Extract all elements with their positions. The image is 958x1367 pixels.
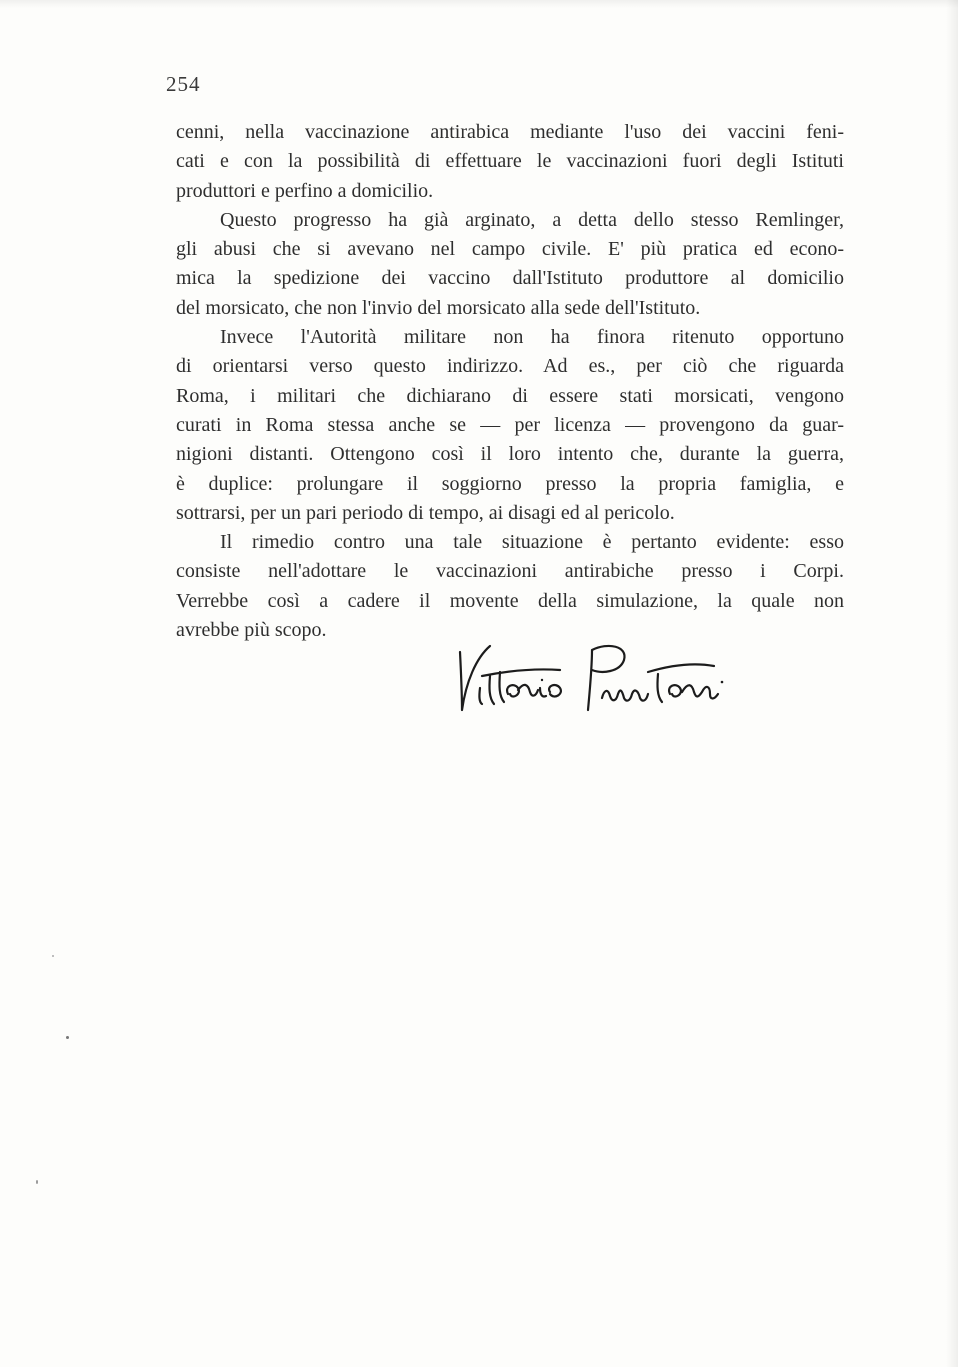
paragraph-3-line-5: nigioni distanti. Ottengono così il loro intento che, durante la guerra, bbox=[176, 443, 844, 466]
paragraph-3-line-1: Invece l'Autorità militare non ha finora ritenuto opportuno bbox=[220, 326, 844, 349]
paragraph-4-line-3: Verrebbe così a cadere il movente della simulazione, la quale non bbox=[176, 589, 844, 612]
paragraph-4-line-2: consiste nell'adottare le vaccinazioni antirabiche presso i Corpi. bbox=[176, 560, 844, 583]
paragraph-2-line-2: gli abusi che si avevano nel campo civile. E' più pratica ed econo- bbox=[176, 238, 844, 261]
paragraph-1-line-1: cenni, nella vaccinazione antirabica mediante l'uso dei vaccini feni- bbox=[176, 121, 844, 143]
scan-speck bbox=[36, 1180, 38, 1184]
paragraph-3-line-4: curati in Roma stessa anche se — per licenza — provengono da guar- bbox=[176, 413, 844, 436]
paragraph-2-line-4: del morsicato, che non l'invio del morsicato alla sede dell'Istituto. bbox=[176, 296, 701, 319]
paragraph-1-line-3: produttori e perfino a domicilio. bbox=[176, 179, 434, 202]
body-text bbox=[176, 118, 844, 645]
page-number: 254 bbox=[166, 72, 201, 96]
paragraph-3-line-7: sottrarsi, per un pari periodo di tempo, ai disagi ed al pericolo. bbox=[176, 501, 675, 524]
scan-speck bbox=[66, 1036, 69, 1039]
paragraph-4-line-4: avrebbe più scopo. bbox=[176, 619, 327, 642]
paragraph-3-line-2: di orientarsi verso questo indirizzo. Ad es., per ciò che riguarda bbox=[176, 355, 844, 378]
scan-speck bbox=[52, 955, 54, 957]
paragraph-2-line-1: Questo progresso ha già arginato, a detta dello stesso Remlinger, bbox=[220, 208, 844, 231]
paragraph-1-line-2: cati e con la possibilità di effettuare le vaccinazioni fuori degli Istituti bbox=[176, 150, 844, 173]
paragraph-4-line-1: Il rimedio contro una tale situazione è pertanto evidente: esso bbox=[220, 531, 844, 554]
paragraph-3-line-3: Roma, i militari che dichiarano di essere stati morsicati, vengono bbox=[176, 384, 844, 407]
scan-edge-shadow bbox=[946, 0, 958, 1367]
paragraph-2-line-3: mica la spedizione dei vaccino dall'Istituto produttore al domicilio bbox=[176, 267, 844, 290]
paragraph-3-line-6: è duplice: prolungare il soggiorno presso la propria famiglia, e bbox=[176, 472, 844, 495]
scan-top-shadow bbox=[0, 0, 958, 8]
handwritten-signature bbox=[452, 632, 832, 722]
